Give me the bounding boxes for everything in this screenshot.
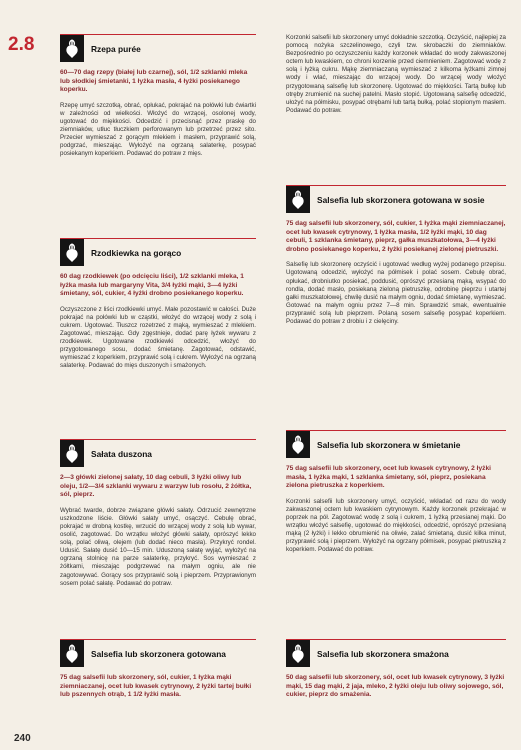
recipe-title: Salsefia lub skorzonera gotowana (91, 648, 226, 659)
turnip-icon (286, 186, 310, 213)
recipe-header (60, 439, 256, 467)
recipe-header (286, 430, 506, 458)
recipe-salata-duszona (60, 439, 256, 588)
recipe-ingredients: 60 dag rzodkiewek (po odcięciu liści), 1/2 szklanki mleka, 1 łyżka masła lub margaryny Vita, 3/4 łyżki mąki, 3—4 łyżki śmietany, sól, cukier, 4 łyżki drobno posiekanego koperku. (60, 273, 244, 298)
recipe-title: Salsefia lub skorzonera w śmietanie (317, 439, 461, 450)
recipe-header (286, 185, 506, 213)
recipe-header (60, 639, 256, 667)
chapter-number: 2.8 (8, 34, 35, 55)
turnip-icon (60, 239, 84, 266)
recipe-title: Sałata duszona (91, 448, 152, 459)
recipe-rzodkiewka-na-goraco (60, 238, 256, 371)
recipe-salsefia-w-sosie (286, 185, 506, 326)
recipe-ingredients: 2—3 główki zielonej sałaty, 10 dag cebuli, 3 łyżki oliwy lub oleju, 1/2—3/4 szklanki wywaru z warzyw lub rosołu, 2 żółtka, sól, pieprz. (60, 474, 252, 499)
recipe-rzepa-puree (60, 34, 256, 158)
recipe-title: Rzepa purée (91, 43, 141, 54)
turnip-icon (60, 640, 84, 667)
turnip-icon (286, 640, 310, 667)
recipe-salsefia-w-smietanie (286, 430, 506, 554)
page-number: 240 (14, 733, 31, 744)
turnip-icon (286, 431, 310, 458)
recipe-title: Salsefia lub skorzonera gotowana w sosie (317, 194, 485, 205)
turnip-icon (60, 35, 84, 62)
recipe-header (286, 639, 506, 667)
recipe-title: Rzodkiewka na gorąco (91, 247, 182, 258)
recipe-instructions: Korzonki salsefii lub skorzonery umyć dokładnie szczotką. Oczyścić, najlepiej za pomocą nożyka szczelinowego, czyli tzw. skrobaczki do ziemniaków. Bezpośrednio po oczyszczeniu każdy korzonek wkładać do wody zakwaszonej octem lub kwaskiem, co chroni korzenie przed ciemnieniem. Zagotować wodę z solą i łyżką cukru. Mąkę ziemniaczaną wymieszać z kilkoma łyżkami zimnej wody i wlać, mieszając do wrzącej wody. Do wrzącej wody włożyć przygotowaną salsefię lub skorzonerę. Ugotować do miękkości. Tartą bułkę lub otręby zrumienić na suchej patelni. Masło stopić. Ugotowaną salsefię odcedzić, ułożyć na półmisku, posypać otrębami lub tartą bułką, polać stopionym masłem. Podawać do potraw. (286, 34, 506, 114)
recipe-salsefia-gotowana (60, 639, 256, 700)
recipe-instructions: Oczyszczone z liści rzodkiewki umyć. Małe pozostawić w całości. Duże pokrajać na połówki lub w cząstki, włożyć do wrzącej wody z solą i cukrem. Ugotować. Tłuszcz rozetrzeć z mąką, wymieszać z mlekiem. Zagotować, mieszając. Gdy zgęstnieje, dodać parę łyżek wywaru z rzodkiewek. Ugotowane rzodkiewki odcedzić, włożyć do przygotowanego sosu, dodać śmietanę. Zagotować, odstawić, wymieszać z koperkiem, przyprawić solą i cukrem. Wyłożyć na ogrzaną salaterkę. Podawać do mięs duszonych i smażonych. (60, 305, 256, 370)
recipe-title: Salsefia lub skorzonera smażona (317, 648, 449, 659)
recipe-instructions: Korzonki salsefii lub skorzonery umyć, oczyścić, wkładać od razu do wody zakwaszonej octem lub kwaskiem cytrynowym. Każdy korzonek przekrajać w poprzek na pół. Zagotować wodę z solą i cukrem, 1 łyżką przesianej mąki. Do wrzątku włożyć salsefię, ugotować do miękkości, odcedzić, oprószyć przesianą mąką (2 łyżki) i lekko obrumienić na oliwie, zalać śmietaną, dusić kilka minut, przyprawić solą i pieprzem. Wyłożyć na ogrzany półmisek, posypać pietruszką z koperkiem. Podawać do potraw. (286, 497, 506, 554)
recipe-ingredients: 75 dag salsefii lub skorzonery, sól, cukier, 1 łyżka mąki ziemniaczanej, ocet lub kwasek cytrynowy, 1 łyżka masła, 1/2 łyżki mąki, 10 dag cebuli, 1 szklanka śmietany, pieprz, gałka muszkatołowa, 3—4 łyżki drobno posiekanego koperku, 2 łyżki posiekanej zielonej pietruszki. (286, 220, 506, 253)
recipe-ingredients: 60—70 dag rzepy (białej lub czarnej), sól, 1/2 szklanki mleka lub słodkiej śmietanki, 1 łyżka masła, 4 łyżki posiekanego koperku. (60, 69, 248, 94)
recipe-instructions: Rzepę umyć szczotką, obrać, opłukać, pokrajać na połówki lub ćwiartki w zależności od wielkości. Włożyć do wrzącej, osolonej wody, ugotować do miękkości. Odcedzić i przecisnąć przez praskę do ziemniaków, utłuc tłuczkiem perforowanym lub przetrzeć przez sito. Przecier wymieszać z gorącym mlekiem i masłem, przyprawić solą, podgrzać, mieszając. Wyłożyć na ogrzaną salaterkę, posypać posiekanym koperkiem. Podawać do potraw z mięs. (60, 101, 256, 158)
recipe-ingredients: 50 dag salsefii lub skorzonery, sól, ocet lub kwasek cytrynowy, 3 łyżki mąki, 15 dag mąki, 2 jaja, mleko, 2 łyżki oleju lub oliwy sojowego, sól, cukier, pieprz do smażenia. (286, 674, 505, 699)
recipe-instructions: Wybrać twarde, dobrze związane główki sałaty. Odrzucić zewnętrzne uszkodzone liście. Główki sałaty umyć, osączyć. Cebulę obrać, pokrajać w drobną kostkę, wrzucić do wrzącej wody z solą lub wywar, osolić, zagotować. Do wrzątku włożyć główki sałaty, oprószyć lekko solą, polać oliwą, olejem (lub dodać nieco masła). Przykryć rondel. Udusić. Sałatę dusić 10—15 min. Uduszoną sałatę wyjąć, wyłożyć na ogrzaną stolnicę na parze salaterkę, przykryć. Sos wymieszać z żółtkami, mieszając podgrzewać na małym ogniu, ale nie zagotowywać. Gorący sos przyprawić solą i pieprzem. Przyprawionym sosem polać sałatę. Podawać do potraw. (60, 506, 256, 587)
recipe-header (60, 238, 256, 266)
recipe-salsefia-smazona (286, 639, 506, 700)
recipe-ingredients: 75 dag salsefii lub skorzonery, sól, cukier, 1 łyżka mąki ziemniaczanej, ocet lub kwasek cytrynowy, 2 łyżki tartej bułki lub pszennych otrąb, 1 1/2 łyżki masła. (60, 674, 252, 699)
recipe-ingredients: 75 dag salsefii lub skorzonery, ocet lub kwasek cytrynowy, 2 łyżki masła, 1 łyżka mąki, 1 szklanka śmietany, sól, pieprz, posiekana zielona pietruszka z koperkiem. (286, 465, 491, 490)
turnip-icon (60, 440, 84, 467)
recipe-salsefia-gotowana-continued (286, 34, 506, 115)
recipe-header (60, 34, 256, 62)
recipe-instructions: Salsefię lub skorzonerę oczyścić i ugotować według wyżej podanego przepisu. Ugotowaną odcedzić, wyłożyć na półmisek i polać sosem. Cebulę obrać, opłukać, drobniutko posiekać, poddusić, oprószyć przesianą mąką, wsypać do rondla, dodać masło, posiekaną zieloną pietruszkę, odrobinę pieprzu i utartej gałki muszkatołowej, chwilę dusić na małym ogniu, dodać śmietanę, wymieszać. Gotować na małym ogniu przez 7—8 min. Sprawdzić smak, ewentualnie przyprawić solą lub pieprzem. Polaną sosem salsefię posypać koperkiem. Podawać do potraw z drobiu i z cielęciny. (286, 261, 506, 326)
